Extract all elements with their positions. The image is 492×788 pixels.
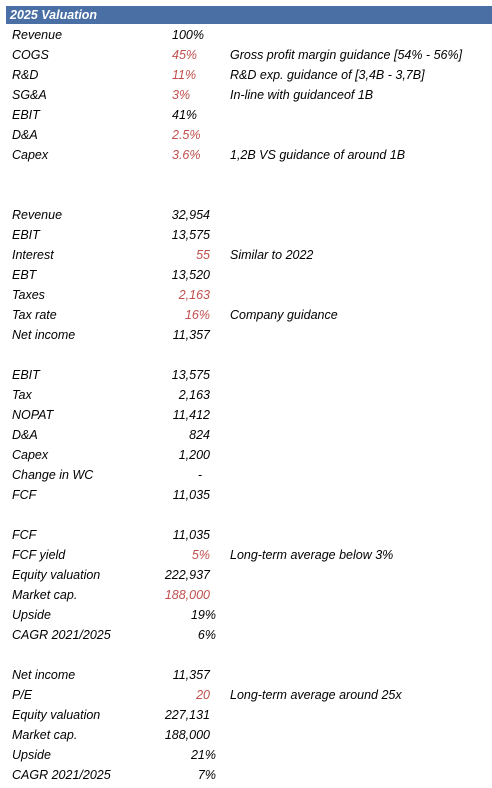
row-value[interactable]: 3.6% bbox=[172, 148, 201, 162]
row-label[interactable]: R&D bbox=[12, 68, 39, 82]
table-row bbox=[6, 65, 492, 85]
row-label[interactable]: Revenue bbox=[12, 28, 63, 42]
row-value[interactable]: 45% bbox=[172, 48, 198, 62]
table-row bbox=[6, 305, 492, 325]
row-label[interactable]: Upside bbox=[12, 608, 51, 622]
row-value[interactable]: 11% bbox=[172, 68, 197, 82]
row-label[interactable]: SG&A bbox=[12, 88, 47, 102]
row-value[interactable]: 1,200 bbox=[178, 448, 210, 462]
row-value[interactable]: 227,131 bbox=[164, 708, 210, 722]
row-label[interactable]: Revenue bbox=[12, 208, 63, 222]
row-value[interactable]: 19% bbox=[190, 608, 216, 622]
row-value[interactable]: 55 bbox=[196, 248, 210, 262]
table-row bbox=[6, 205, 492, 225]
row-value[interactable]: 5% bbox=[191, 548, 210, 562]
row-label[interactable]: EBIT bbox=[12, 228, 40, 242]
row-value[interactable]: - bbox=[197, 468, 202, 482]
table-row bbox=[6, 245, 492, 265]
row-note[interactable]: In-line with guidanceof 1B bbox=[230, 88, 374, 102]
table-row bbox=[6, 605, 492, 625]
row-value[interactable]: 6% bbox=[197, 628, 216, 642]
table-row bbox=[6, 745, 492, 765]
row-value[interactable]: 32,954 bbox=[171, 208, 210, 222]
table-row bbox=[6, 285, 492, 305]
table-row bbox=[6, 125, 492, 145]
table-row bbox=[6, 525, 492, 545]
row-note[interactable]: Long-term average around 25x bbox=[230, 688, 402, 702]
table-row bbox=[6, 685, 492, 705]
row-label[interactable]: Tax bbox=[12, 388, 32, 402]
row-label[interactable]: Capex bbox=[12, 448, 49, 462]
row-value[interactable]: 21% bbox=[190, 748, 216, 762]
table-row bbox=[6, 145, 492, 165]
row-label[interactable]: Interest bbox=[12, 248, 54, 262]
row-label[interactable]: Capex bbox=[12, 148, 49, 162]
row-value[interactable]: 11,357 bbox=[172, 668, 210, 682]
row-label[interactable]: FCF bbox=[12, 528, 37, 542]
table-row bbox=[6, 665, 492, 685]
row-label[interactable]: COGS bbox=[12, 48, 49, 62]
table-row bbox=[6, 105, 492, 125]
table-row bbox=[6, 45, 492, 65]
row-label[interactable]: Equity valuation bbox=[12, 568, 101, 582]
row-value[interactable]: 11,035 bbox=[172, 528, 210, 542]
row-label[interactable]: P/E bbox=[12, 688, 33, 702]
table-row bbox=[6, 445, 492, 465]
row-note[interactable]: R&D exp. guidance of [3,4B - 3,7B] bbox=[230, 68, 425, 82]
row-label[interactable]: FCF bbox=[12, 488, 37, 502]
row-label[interactable]: CAGR 2021/2025 bbox=[12, 628, 111, 642]
table-row bbox=[6, 325, 492, 345]
row-value[interactable]: 11,357 bbox=[172, 328, 210, 342]
row-value[interactable]: 188,000 bbox=[164, 728, 210, 742]
row-label[interactable]: Net income bbox=[12, 668, 76, 682]
row-label[interactable]: D&A bbox=[12, 128, 38, 142]
row-value[interactable]: 2.5% bbox=[172, 128, 201, 142]
row-note[interactable]: Similar to 2022 bbox=[230, 248, 314, 262]
row-value[interactable]: 100% bbox=[172, 28, 204, 42]
table-row bbox=[6, 725, 492, 745]
table-row bbox=[6, 265, 492, 285]
row-label[interactable]: Market cap. bbox=[12, 728, 78, 742]
row-value[interactable]: 11,412 bbox=[172, 408, 210, 422]
row-label[interactable]: Upside bbox=[12, 748, 51, 762]
row-value[interactable]: 7% bbox=[197, 768, 216, 782]
row-note[interactable]: Gross profit margin guidance [54% - 56%] bbox=[230, 48, 463, 62]
row-label[interactable]: CAGR 2021/2025 bbox=[12, 768, 111, 782]
table-row bbox=[6, 545, 492, 565]
row-value[interactable]: 41% bbox=[172, 108, 198, 122]
row-value[interactable]: 13,520 bbox=[171, 268, 210, 282]
table-row bbox=[6, 25, 492, 45]
row-value[interactable]: 2,163 bbox=[178, 288, 210, 302]
table-row bbox=[6, 465, 492, 485]
row-value[interactable]: 16% bbox=[184, 308, 210, 322]
sheet-title: 2025 Valuation bbox=[6, 6, 492, 24]
table-row bbox=[6, 765, 492, 785]
table-row bbox=[6, 485, 492, 505]
row-label[interactable]: Market cap. bbox=[12, 588, 78, 602]
row-label[interactable]: Change in WC bbox=[12, 468, 94, 482]
row-label[interactable]: Taxes bbox=[12, 288, 45, 302]
row-label[interactable]: EBIT bbox=[12, 368, 40, 382]
row-label[interactable]: D&A bbox=[12, 428, 38, 442]
row-value[interactable]: 188,000 bbox=[164, 588, 210, 602]
table-row bbox=[6, 705, 492, 725]
table-row bbox=[6, 385, 492, 405]
row-value[interactable]: 824 bbox=[189, 428, 210, 442]
row-value[interactable]: 222,937 bbox=[164, 568, 210, 582]
row-label[interactable]: Net income bbox=[12, 328, 76, 342]
table-row bbox=[6, 425, 492, 445]
row-note[interactable]: Long-term average below 3% bbox=[230, 548, 394, 562]
row-value[interactable]: 13,575 bbox=[171, 228, 210, 242]
row-value[interactable]: 13,575 bbox=[171, 368, 210, 382]
row-label[interactable]: EBT bbox=[12, 268, 37, 282]
row-note[interactable]: 1,2B VS guidance of around 1B bbox=[230, 148, 406, 162]
row-label[interactable]: FCF yield bbox=[12, 548, 66, 562]
row-label[interactable]: EBIT bbox=[12, 108, 40, 122]
row-label[interactable]: NOPAT bbox=[12, 408, 54, 422]
table-row bbox=[6, 585, 492, 605]
table-row bbox=[6, 365, 492, 385]
table-row bbox=[6, 405, 492, 425]
row-value[interactable]: 20 bbox=[196, 688, 210, 702]
row-label[interactable]: Equity valuation bbox=[12, 708, 101, 722]
table-row bbox=[6, 85, 492, 105]
table-row bbox=[6, 565, 492, 585]
row-note[interactable]: Company guidance bbox=[230, 308, 338, 322]
row-label[interactable]: Tax rate bbox=[12, 308, 57, 322]
row-value[interactable]: 3% bbox=[172, 88, 191, 102]
row-value[interactable]: 11,035 bbox=[172, 488, 210, 502]
table-row bbox=[6, 225, 492, 245]
table-row bbox=[6, 625, 492, 645]
row-value[interactable]: 2,163 bbox=[178, 388, 210, 402]
